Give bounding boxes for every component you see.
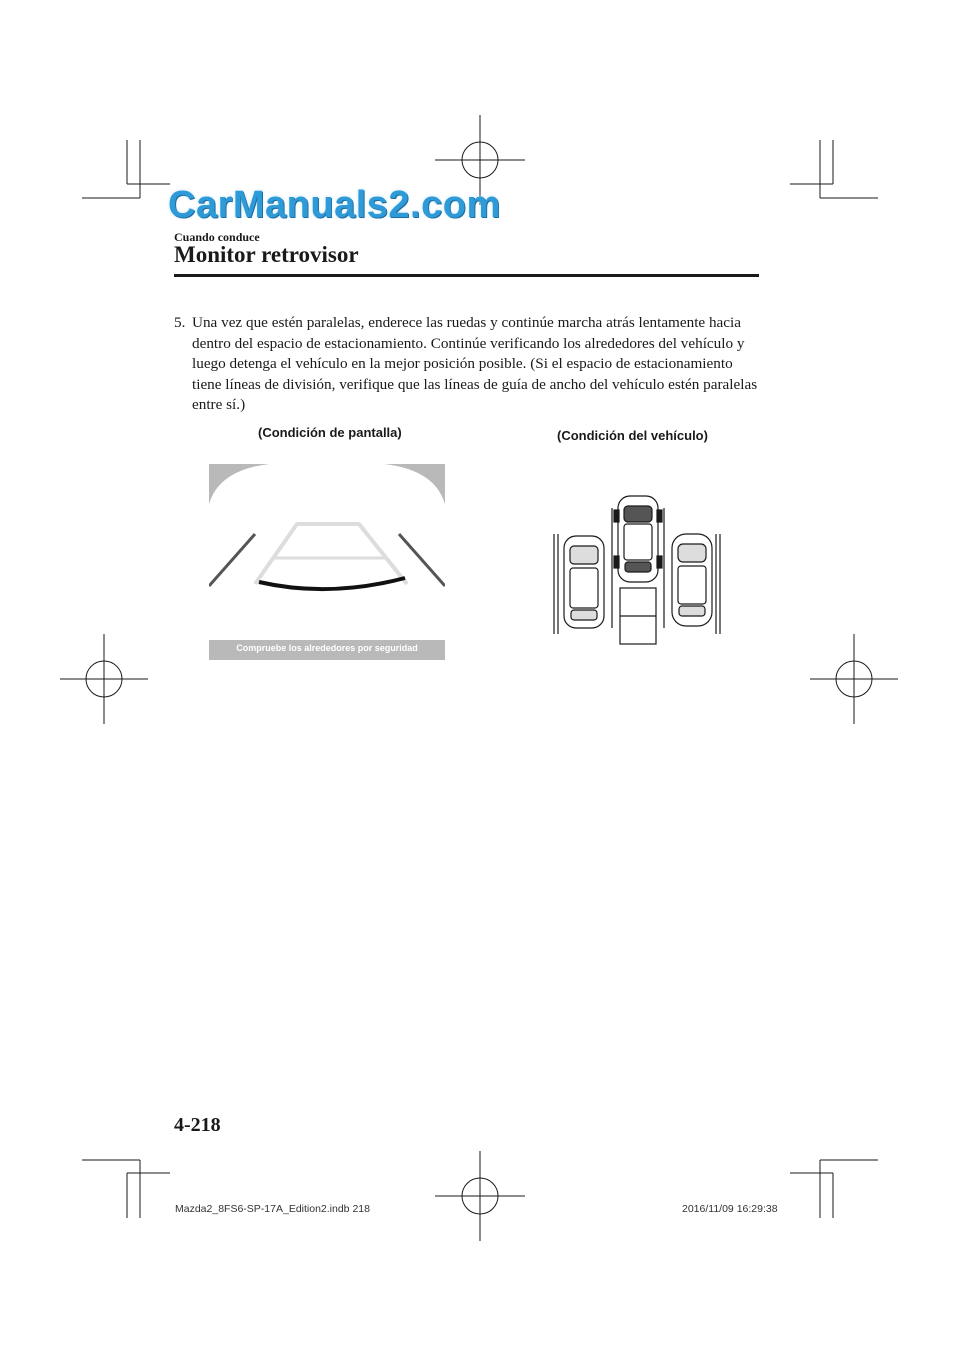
right-parked-car <box>672 534 712 626</box>
instruction-step <box>174 313 759 416</box>
screen-message: Compruebe los alrededores por seguridad <box>236 643 418 653</box>
step-number: 5. <box>174 314 186 331</box>
camera-view-area <box>209 464 445 660</box>
left-parked-car <box>564 536 604 628</box>
reversing-car <box>614 496 662 582</box>
watermark-logo: CarManuals2.com <box>168 184 501 226</box>
section-label: Cuando conduce <box>174 230 260 244</box>
step-text: Una vez que estén paralelas, enderece las ruedas y continúe marcha atrás lentamente hacia dentro del espacio de estacionamiento. Continúe verificando los alrededores del vehículo y luego detenga el vehículo en la mejor posición posible. (Si el espacio de estacionamiento tiene líneas de división, verifique que las líneas de guía de ancho del vehículo estén paralelas entre sí.) <box>192 314 758 413</box>
parking-illustration <box>540 488 740 648</box>
title-rule <box>174 274 759 277</box>
vehicle-caption: (Condición del vehículo) <box>557 428 708 443</box>
screen-caption: (Condición de pantalla) <box>258 425 402 440</box>
rearview-screen-illustration <box>209 464 445 660</box>
footer-file: Mazda2_8FS6-SP-17A_Edition2.indb 218 <box>175 1203 370 1215</box>
page-number: 4-218 <box>174 1114 221 1136</box>
page-title: Monitor retrovisor <box>174 242 359 267</box>
footer-timestamp: 2016/11/09 16:29:38 <box>682 1203 778 1215</box>
